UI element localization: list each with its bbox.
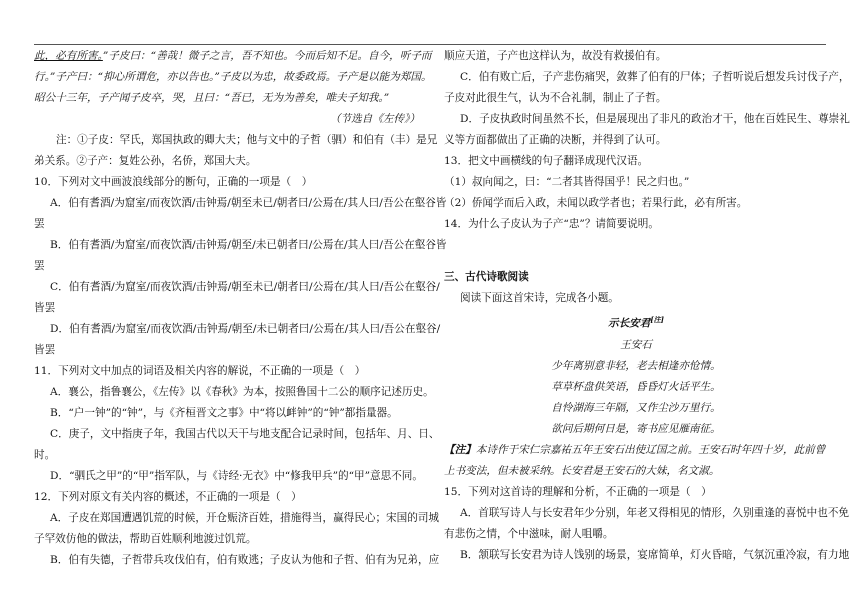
option-10d-cont: 皆罢 [34,344,56,356]
option-12b-cont: 顺应天道，子产也这样认为，故没有救援伯有。 [444,50,667,62]
question-13: 13．把文中画横线的句子翻译成现代汉语。 [444,155,649,167]
option-10b-cont: 罢 [34,260,45,272]
option-12b: B．伯有失德，子哲带兵攻伐伯有，伯有败逃；子皮认为他和子哲、伯有为兄弟，应 [50,554,440,566]
question-10: 10．下列对文中画波浪线部分的断句，正确的一项是（ ） [34,176,313,188]
option-11c-cont: 时。 [34,449,56,461]
option-15b: B．颔联写长安君为诗人饯别的场景，宴席简单，灯火昏暗，气氛沉重冷寂，有力地 [460,548,850,561]
underlined-sentence: 此，必有所害。 [34,50,103,62]
note-line: 弟关系。②子产：复姓公孙，名侨，郑国大夫。 [34,155,257,167]
question-13-2: （2）侨闻学而后入政，未闻以政学者也；若果行此，必有所害。 [444,197,748,209]
left-column [34,46,447,571]
option-10c-cont: 皆罢 [34,302,56,314]
section-heading: 三、古代诗歌阅读 [444,271,529,283]
option-10a: A．伯有耆酒/为窟室/而夜饮酒/击钟焉/朝至未已/朝者曰/公焉在/其人曰/吾公在壑谷皆 [50,197,447,209]
spacer [444,235,828,267]
question-11: 11．下列对文中加点的词语及相关内容的解说，不正确的一项是（ ） [34,365,366,377]
poem-line: 草草杯盘供笑语，昏昏灯火话平生。 [551,380,721,393]
poem-title: 示长安君[注] [608,315,664,330]
section-intro: 阅读下面这首宋诗，完成各小题。 [460,292,619,304]
option-11c: C．庚子，文中指庚子年，我国古代以天干与地支配合记录时间，包括年、月、日、 [50,428,440,440]
question-14: 14．为什么子皮认为子产“忠”？请简要说明。 [444,218,659,230]
option-15a: A．首联写诗人与长安君年少分别，年老又得相见的情形，久别重逢的喜悦中也不免 [460,506,850,519]
passage-line: 此，必有所害。”子皮曰：“善哉！微子之言，吾不知也。今而后知不足。自今，听子而 [34,50,432,62]
right-column [444,46,850,566]
note-line: 注：①子皮：罕氏，郑国执政的卿大夫；他与文中的子哲（驷）和伯有（丰）是兄 [56,134,438,146]
option-12d-cont: 义等方面都做出了正确的决断，并得到了认可。 [444,134,667,146]
option-10b: B．伯有耆酒/为窟室/而夜饮酒/击钟焉/朝至/未已朝者曰/公焉在/其人曰/吾公在壑谷皆 [50,239,447,251]
poet-name: 王安石 [620,338,652,351]
option-11a: A．襄公，指鲁襄公，《左传》以《春秋》为本，按照鲁国十二公的顺序记述历史。 [50,386,434,398]
option-12d: D．子皮执政时间虽然不长，但是展现出了非凡的政治才干，他在百姓民生、尊崇礼 [460,113,850,125]
question-12: 12．下列对原文有关内容的概述，不正确的一项是（ ） [34,491,302,503]
question-15: 15．下列对这首诗的理解和分析，不正确的一项是（ ） [444,485,712,498]
option-10d: D．伯有耆酒/为窟室/而夜饮酒/击钟焉/朝至/未已朝者曰/公焉在/其人曰/吾公在壑谷/ [50,323,441,335]
option-10c: C．伯有耆酒/为窟室/而夜饮酒/击钟焉/朝至未已/朝者曰/公焉在/其人曰/吾公在壑谷/ [50,281,440,293]
option-12a-cont: 子罕效仿他的做法，帮助百姓顺利地渡过饥荒。 [34,533,257,545]
option-12a: A．子皮在郑国遭遇饥荒的时候，开仓赈济百姓，措施得当，赢得民心；宋国的司城 [50,512,440,524]
option-15a-cont: 有悲伤之情，个中滋味，耐人咀嚼。 [444,527,614,540]
poem-line: 欲问后期何日是，寄书应见雁南征。 [551,422,721,435]
option-11d: D．“驷氏之甲”的“甲”指军队，与《诗经·无衣》中“修我甲兵”的“甲”意思不同。 [50,470,423,482]
poem-note: 【注】本诗作于宋仁宗嘉祐五年王安石出使辽国之前。王安石时年四十岁，此前曾 [444,443,826,456]
poem-line: 自怜湖海三年隔，又作尘沙万里行。 [551,401,721,414]
question-13-1: （1）叔向闻之，曰：“二者其皆得国乎！民之归也。” [444,176,690,188]
option-10a-cont: 罢 [34,218,45,230]
option-12c: C．伯有败亡后，子产悲伤痛哭，敛葬了伯有的尸体；子哲听说后想发兵讨伐子产， [460,71,850,83]
poem-line: 少年离别意非轻，老去相逢亦怆情。 [551,359,721,372]
option-11b: B．“户一钟”的“钟”，与《齐桓晋文之事》中“将以衅钟”的“钟”都指量器。 [50,407,398,419]
poem-note-cont: 上书变法，但未被采纳。长安君是王安石的大妹，名文淑。 [444,464,720,477]
source-citation: （节选自《左传》） [329,113,420,125]
passage-line: 行。”子产曰：“抑心所谓危，亦以告也。”子皮以为忠，故委政焉。子产是以能为郑国。 [34,71,432,83]
header-rule [34,44,826,45]
option-12c-cont: 子皮对此很生气，认为不合礼制，制止了子哲。 [444,92,667,104]
passage-line: 昭公十三年，子产闻子皮卒，哭，且曰：“吾已，无为为善矣，唯夫子知我。” [34,92,390,104]
